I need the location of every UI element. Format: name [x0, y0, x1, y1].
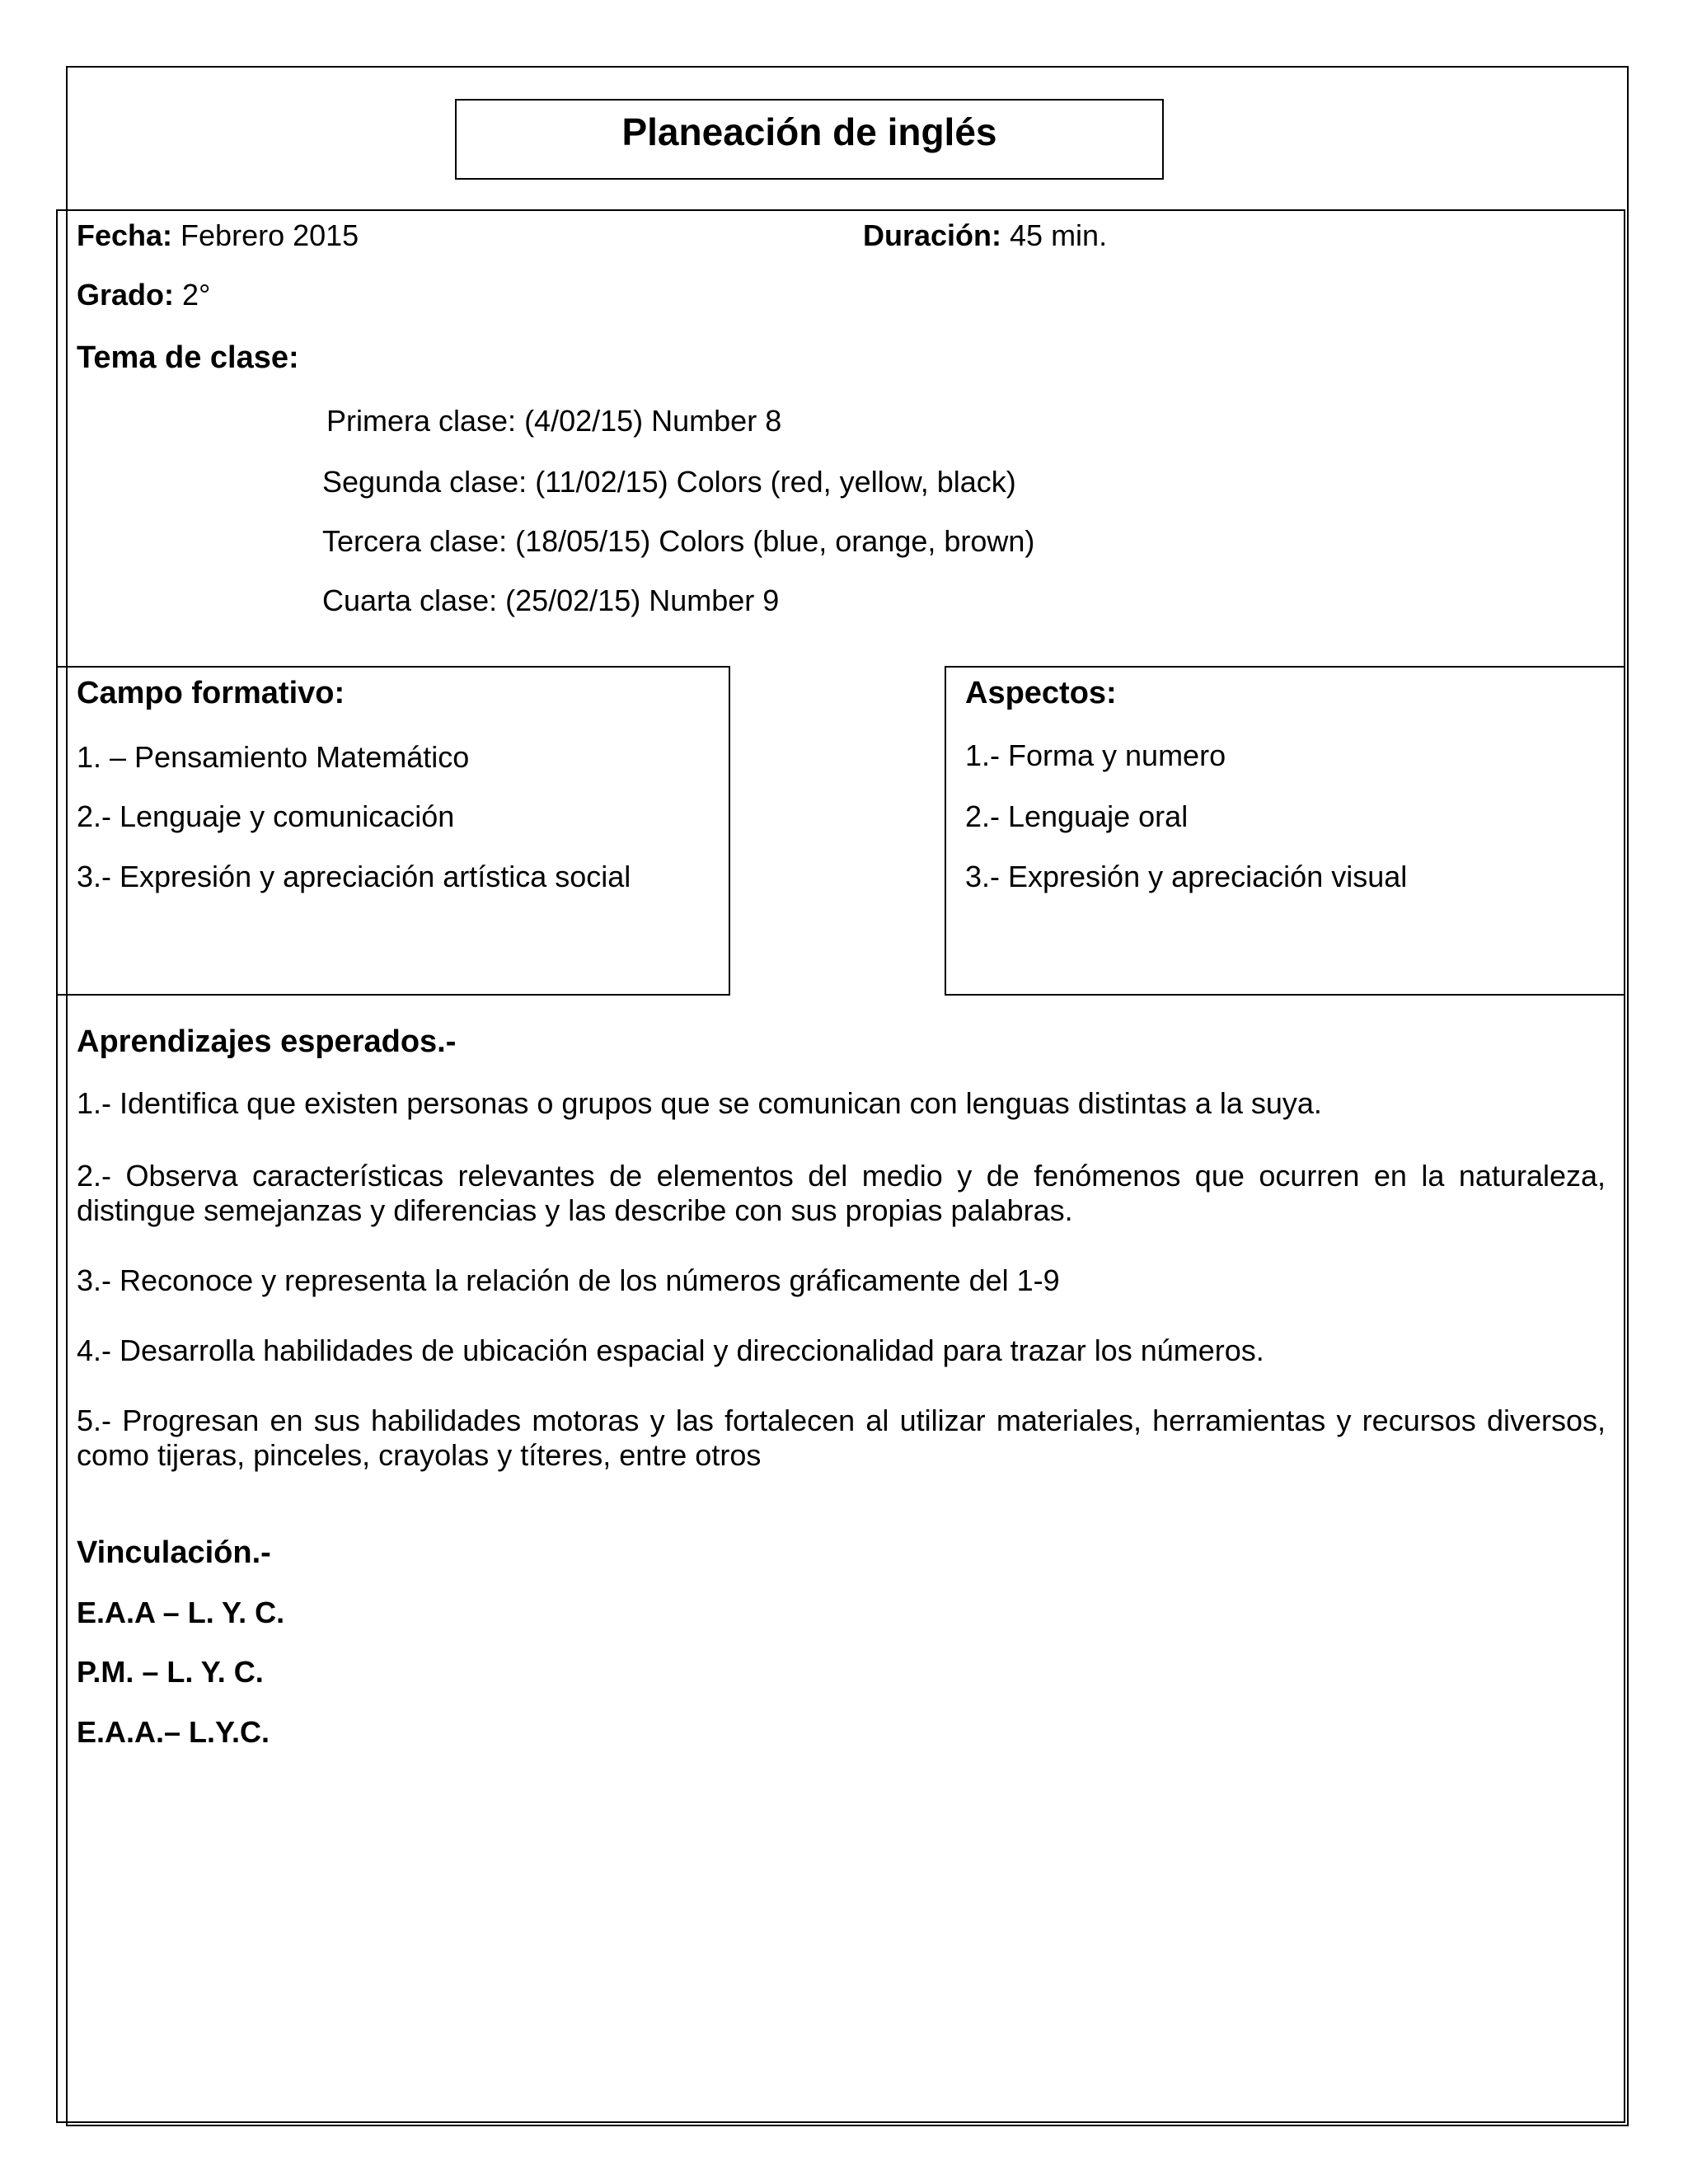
duracion-label: Duración: — [863, 218, 1002, 252]
aprendizaje-item-2: 2.- Observa características relevantes de elementos del medio y de fenómenos que ocurren en la naturaleza, distingue semejanzas y diferencias y las describe con sus propias palabras. — [77, 1159, 1606, 1227]
vinculacion-item-3: E.A.A.– L.Y.C. — [77, 1715, 270, 1749]
fecha-value: Febrero 2015 — [172, 218, 359, 252]
vinculacion-item-2: P.M. – L. Y. C. — [77, 1655, 264, 1689]
fecha-row — [77, 218, 359, 253]
vinculacion-item-1: E.A.A – L. Y. C. — [77, 1596, 285, 1629]
page-title: Planeación de inglés — [621, 110, 997, 153]
aspectos-item-3: 3.- Expresión y apreciación visual — [965, 860, 1408, 893]
campo-item-2: 2.- Lenguaje y comunicación — [77, 799, 455, 833]
aprendizaje-item-5: 5.- Progresan en sus habilidades motoras y las fortalecen al utilizar materiales, herramientas y recursos diversos, como tijeras, pinceles, crayolas y títeres, entre otros — [77, 1404, 1606, 1472]
tema-heading: Tema de clase: — [77, 340, 299, 375]
tema-clase-4: Cuarta clase: (25/02/15) Number 9 — [322, 583, 780, 617]
campo-item-3: 3.- Expresión y apreciación artística social — [77, 860, 631, 893]
campo-heading: Campo formativo: — [77, 676, 345, 710]
tema-clase-2: Segunda clase: (11/02/15) Colors (red, yellow, black) — [322, 465, 1016, 499]
aprendizaje-item-3: 3.- Reconoce y representa la relación de los números gráficamente del 1-9 — [77, 1263, 1060, 1297]
campo-item-1: 1. – Pensamiento Matemático — [77, 740, 470, 774]
duracion-value: 45 min. — [1001, 218, 1108, 252]
grado-row — [77, 278, 210, 312]
duracion-row — [863, 218, 1107, 253]
aspectos-item-2: 2.- Lenguaje oral — [965, 799, 1189, 833]
aspectos-item-1: 1.- Forma y numero — [965, 738, 1226, 772]
tema-clase-3: Tercera clase: (18/05/15) Colors (blue, orange, brown) — [322, 524, 1035, 558]
aprendizaje-item-1: 1.- Identifica que existen personas o grupos que se comunican con lenguas distintas a la suya. — [77, 1086, 1322, 1120]
tema-clase-1: Primera clase: (4/02/15) Number 8 — [326, 404, 782, 438]
title-box — [455, 99, 1164, 180]
aprendizaje-item-4: 4.- Desarrolla habilidades de ubicación espacial y direccionalidad para trazar los números. — [77, 1333, 1264, 1367]
vinculacion-heading: Vinculación.- — [77, 1535, 271, 1570]
grado-value: 2° — [174, 278, 211, 312]
grado-label: Grado: — [77, 278, 175, 312]
fecha-label: Fecha: — [77, 218, 173, 252]
aprendizajes-heading: Aprendizajes esperados.- — [77, 1024, 457, 1059]
aspectos-heading: Aspectos: — [965, 676, 1117, 710]
